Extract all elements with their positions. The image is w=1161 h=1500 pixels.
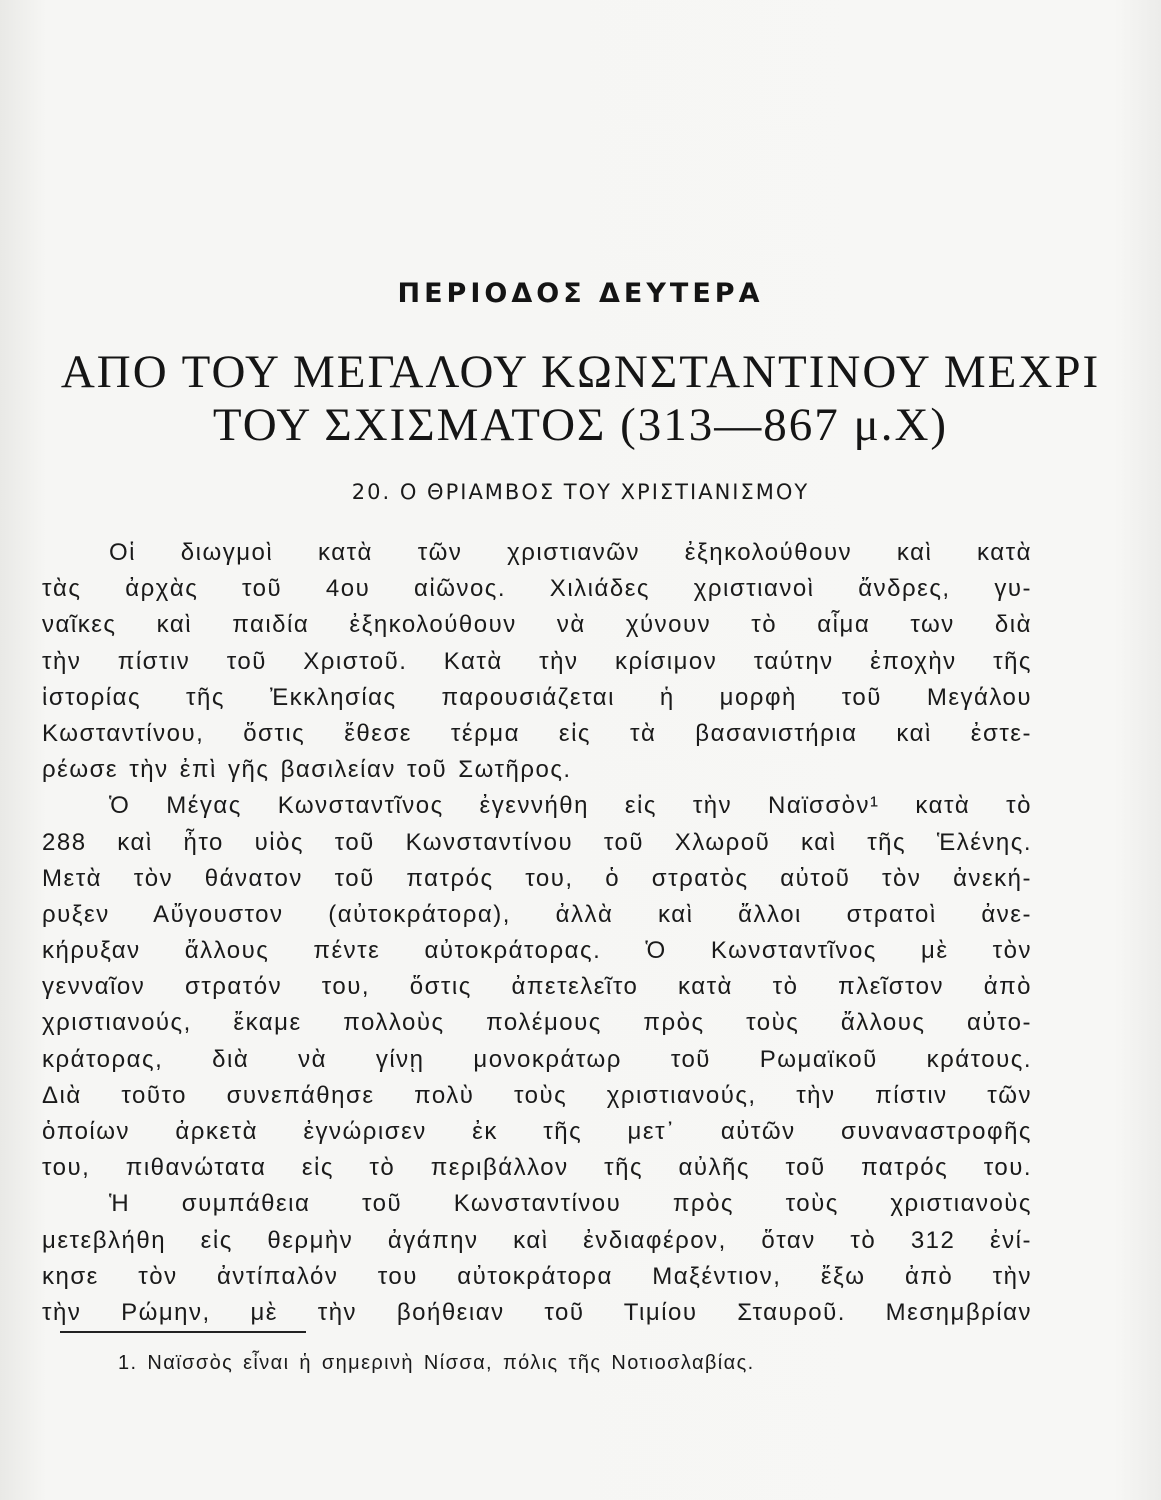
body-line: κράτορας, διὰ νὰ γίνῃ μονοκράτωρ τοῦ Ρωμαϊκοῦ κράτους. [42,1045,1032,1073]
body-line: Ὁ Μέγας Κωνσταντῖνος ἐγεννήθη εἰς τὴν Ναϊσσὸν¹ κατὰ τὸ [109,792,1032,820]
body-line: γενναῖον στρατόν του, ὅστις ἀπετελεῖτο κατὰ τὸ πλεῖστον ἀπὸ [42,973,1032,1001]
period-heading: ΠΕΡΙΟΔΟΣ ΔΕΥΤΕΡΑ [397,278,764,309]
body-line: κήρυξαν ἄλλους πέντε αὐτοκράτορας. Ὁ Κωνσταντῖνος μὲ τὸν [42,937,1032,965]
body-line: κησε τὸν ἀντίπαλόν του αὐτοκράτορα Μαξέντιον, ἔξω ἀπὸ τὴν [42,1262,1032,1290]
footnote-rule [60,1331,306,1333]
body-line: τὴν Ρώμην, μὲ τὴν βοήθειαν τοῦ Τιμίου Σταυροῦ. Μεσημβρίαν [42,1298,1032,1326]
chapter-title-line-1: ΑΠΟ ΤΟΥ ΜΕΓΑΛΟΥ ΚΩΝΣΤΑΝΤΙΝΟΥ ΜΕΧΡΙ [60,346,1101,398]
body-line: χριστιανούς, ἔκαμε πολλοὺς πολέμους πρὸς τοὺς ἄλλους αὐτο- [42,1009,1032,1037]
body-line: Οἱ διωγμοὶ κατὰ τῶν χριστιανῶν ἐξηκολούθουν καὶ κατὰ [109,539,1032,566]
chapter-title-line-2: ΤΟΥ ΣΧΙΣΜΑΤΟΣ (313—867 μ.Χ) [212,399,949,451]
footnote: 1. Ναϊσσὸς εἶναι ἡ σημερινὴ Νίσσα, πόλις τῆς Νοτιοσλαβίας. [118,1352,755,1374]
body-line: Κωσταντίνου, ὅστις ἔθεσε τέρμα εἰς τὰ βασανιστήρια καὶ ἐστε- [42,719,1032,747]
body-line: ὁποίων ἀρκετὰ ἐγνώρισεν ἐκ τῆς μετ᾽ αὐτῶν συναναστροφῆς [42,1118,1032,1145]
body-line: μετεβλήθη εἰς θερμὴν ἀγάπην καὶ ἐνδιαφέρον, ὅταν τὸ 312 ἐνί- [42,1226,1032,1254]
body-text [42,535,1032,1331]
body-line: ρυξεν Αὔγουστον (αὐτοκράτορα), ἀλλὰ καὶ ἄλλοι στρατοὶ ἀνε- [42,900,1032,928]
body-line: τὰς ἀρχὰς τοῦ 4ου αἰῶνος. Χιλιάδες χριστιανοὶ ἄνδρες, γυ- [42,575,1032,603]
body-line: Ἡ συμπάθεια τοῦ Κωνσταντίνου πρὸς τοὺς χριστιανοὺς [109,1190,1032,1218]
section-heading: 20. Ο ΘΡΙΑΜΒΟΣ ΤΟΥ ΧΡΙΣΤΙΑΝΙΣΜΟΥ [351,480,810,504]
body-line: 288 καὶ ἦτο υἱὸς τοῦ Κωνσταντίνου τοῦ Χλωροῦ καὶ τῆς Ἑλένης. [42,828,1032,856]
body-line: ἱστορίας τῆς Ἐκκλησίας παρουσιάζεται ἡ μορφὴ τοῦ Μεγάλου [42,683,1032,711]
body-line: του, πιθανώτατα εἰς τὸ περιβάλλον τῆς αὐλῆς τοῦ πατρός του. [42,1154,1032,1182]
body-line: ρέωσε τὴν ἐπὶ γῆς βασιλείαν τοῦ Σωτῆρος. [42,756,572,784]
body-line: τὴν πίστιν τοῦ Χριστοῦ. Κατὰ τὴν κρίσιμον ταύτην ἐποχὴν τῆς [42,647,1032,675]
body-line: Διὰ τοῦτο συνεπάθησε πολὺ τοὺς χριστιανούς, τὴν πίστιν τῶν [42,1081,1032,1109]
body-line: ναῖκες καὶ παιδία ἐξηκολούθουν νὰ χύνουν τὸ αἷμα των διὰ [42,611,1032,639]
body-line: Μετὰ τὸν θάνατον τοῦ πατρός του, ὁ στρατὸς αὐτοῦ τὸν ἀνεκή- [42,864,1032,892]
